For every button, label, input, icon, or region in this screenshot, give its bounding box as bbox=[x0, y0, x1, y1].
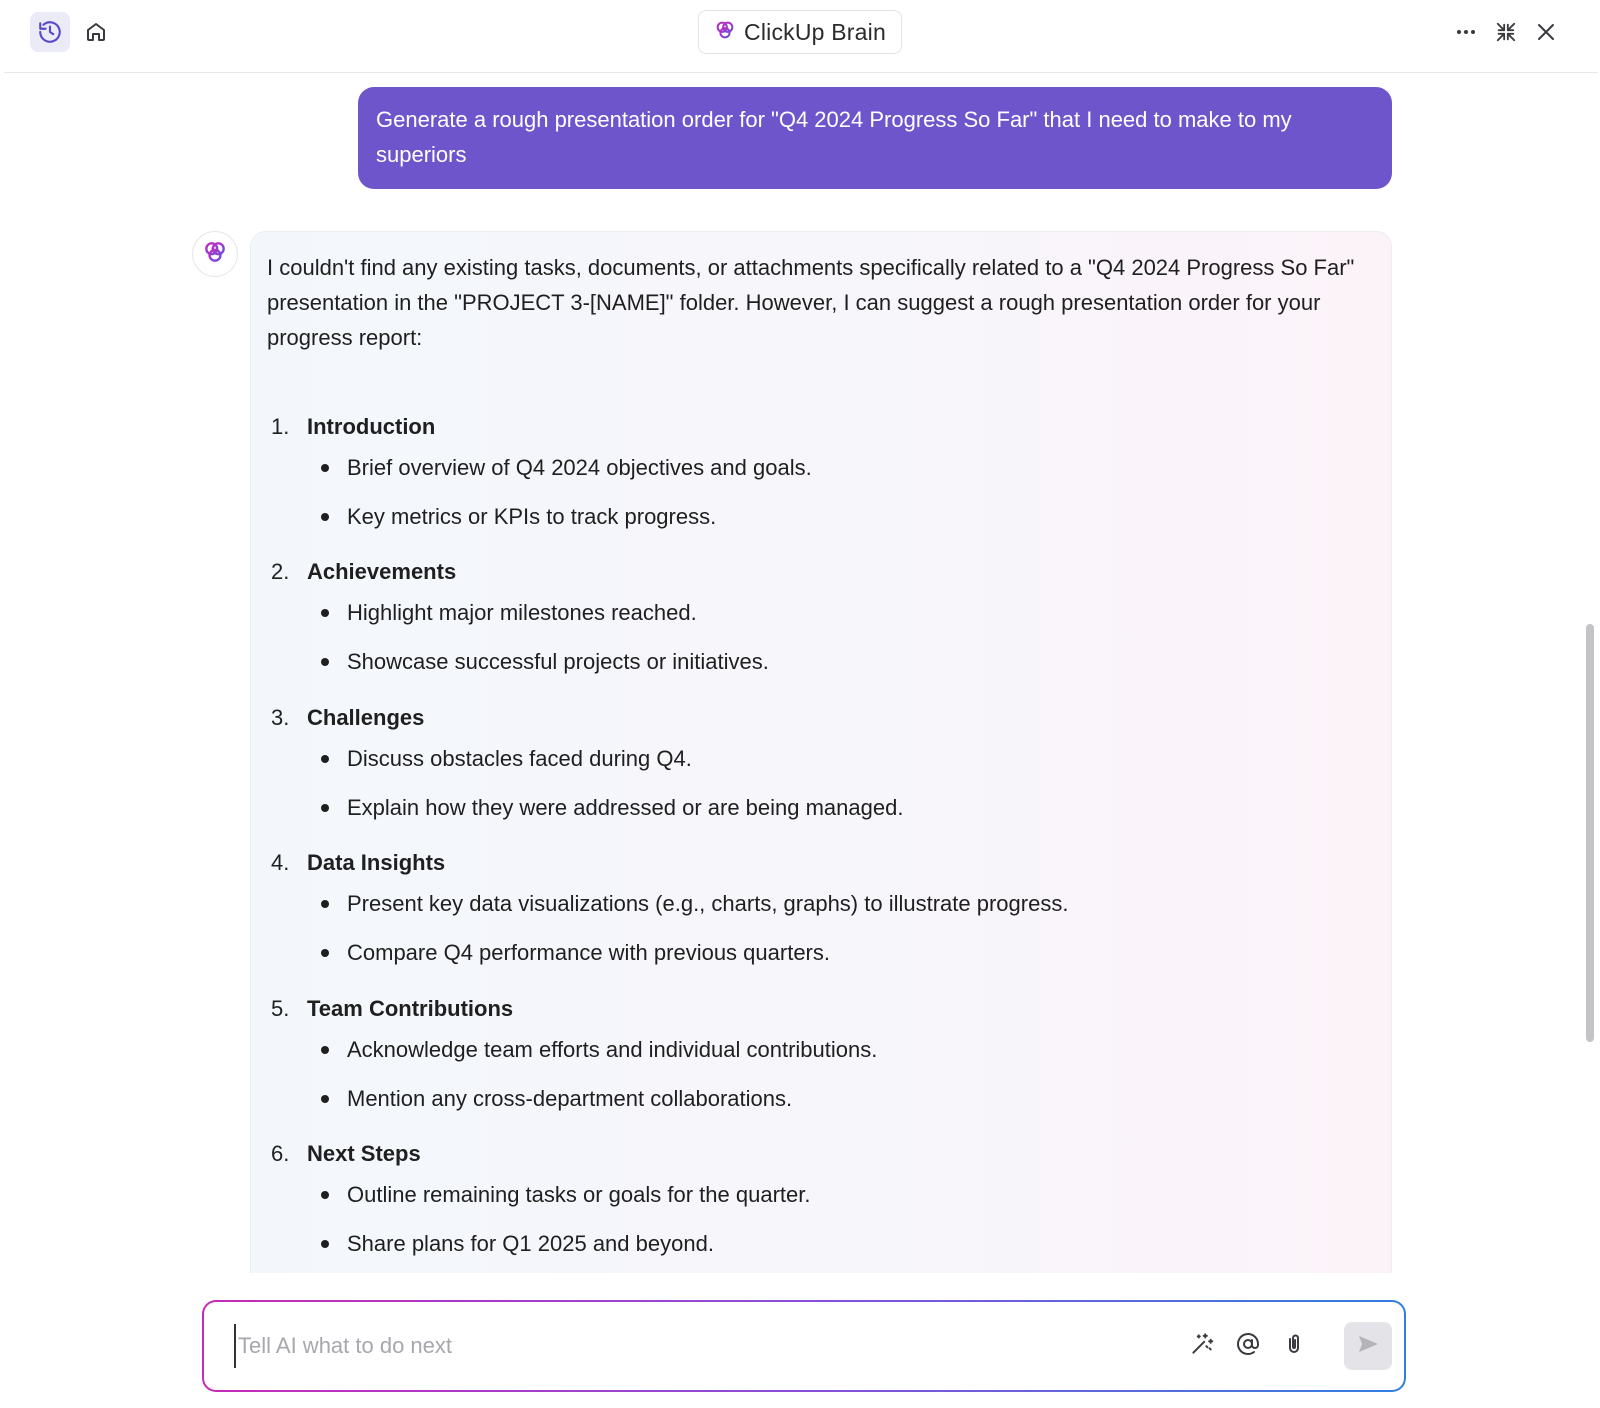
ai-response bbox=[250, 231, 1392, 1273]
history-icon bbox=[37, 19, 63, 45]
close-button[interactable] bbox=[1528, 14, 1564, 50]
bullet-dot bbox=[321, 1046, 329, 1054]
user-message: Generate a rough presentation order for "Q4 2024 Progress So Far" that I need to make to my superiors bbox=[358, 87, 1392, 189]
section-number: 1. bbox=[271, 414, 290, 439]
bullet-dot bbox=[321, 609, 329, 617]
home-icon bbox=[84, 20, 108, 44]
bullet-item: Discuss obstacles faced during Q4. bbox=[347, 746, 692, 771]
section-title: Data Insights bbox=[307, 850, 446, 875]
brain-avatar-icon bbox=[202, 239, 228, 270]
bullet-item: Share plans for Q1 2025 and beyond. bbox=[347, 1231, 714, 1256]
bullet-dot bbox=[321, 1240, 329, 1248]
bullet-item: Key metrics or KPIs to track progress. bbox=[347, 504, 717, 529]
section-title: Next Steps bbox=[307, 1141, 421, 1166]
ai-intro-text: I couldn't find any existing tasks, documents, or attachments specifically related to a "Q4 2024 Progress So Far" presentation in the "PROJECT 3-[NAME]" folder. However, I can suggest a rough presentation order for your progress report: bbox=[267, 255, 1355, 350]
conversation-area[interactable] bbox=[4, 73, 1598, 1273]
ai-avatar bbox=[192, 231, 238, 277]
prompt-input[interactable] bbox=[234, 1324, 1140, 1368]
bullet-dot bbox=[321, 658, 329, 666]
brain-title-pill[interactable] bbox=[698, 10, 902, 54]
collapse-icon bbox=[1495, 21, 1517, 43]
section-number: 2. bbox=[271, 559, 290, 584]
header-bar bbox=[4, 0, 1598, 73]
prompt-composer bbox=[202, 1300, 1406, 1392]
section-title: Team Contributions bbox=[307, 996, 514, 1021]
bullet-item: Mention any cross-department collaborations. bbox=[347, 1086, 793, 1111]
bullet-dot bbox=[321, 949, 329, 957]
magic-wand-icon bbox=[1189, 1331, 1215, 1362]
attach-button[interactable] bbox=[1274, 1324, 1314, 1368]
mention-icon bbox=[1236, 1332, 1260, 1361]
window-title: ClickUp Brain bbox=[744, 18, 886, 45]
bullet-item: Brief overview of Q4 2024 objectives and goals. bbox=[347, 455, 812, 480]
scrollbar-thumb[interactable] bbox=[1586, 624, 1594, 1042]
bullet-dot bbox=[321, 755, 329, 763]
section-number: 6. bbox=[271, 1141, 290, 1166]
section-number: 3. bbox=[271, 705, 290, 730]
section-title: Introduction bbox=[307, 414, 436, 439]
bullet-dot bbox=[321, 900, 329, 908]
bullet-item: Acknowledge team efforts and individual contributions. bbox=[347, 1037, 878, 1062]
brain-logo-icon bbox=[714, 19, 736, 46]
section-number: 5. bbox=[271, 996, 290, 1021]
bullet-item: Showcase successful projects or initiatives. bbox=[347, 649, 769, 674]
section-title: Challenges bbox=[307, 705, 425, 730]
history-button[interactable] bbox=[30, 12, 70, 52]
close-icon bbox=[1534, 20, 1558, 44]
bullet-dot bbox=[321, 513, 329, 521]
bullet-item: Outline remaining tasks or goals for the quarter. bbox=[347, 1182, 811, 1207]
more-options-button[interactable] bbox=[1448, 14, 1484, 50]
section-number: 4. bbox=[271, 850, 290, 875]
collapse-button[interactable] bbox=[1488, 14, 1524, 50]
bullet-dot bbox=[321, 1191, 329, 1199]
bullet-dot bbox=[321, 464, 329, 472]
bullet-item: Highlight major milestones reached. bbox=[347, 600, 697, 625]
bullet-dot bbox=[321, 804, 329, 812]
attachment-icon bbox=[1282, 1332, 1306, 1361]
send-button[interactable] bbox=[1344, 1322, 1392, 1370]
mention-button[interactable] bbox=[1228, 1324, 1268, 1368]
send-icon bbox=[1356, 1332, 1380, 1361]
bullet-item: Present key data visualizations (e.g., charts, graphs) to illustrate progress. bbox=[347, 891, 1069, 916]
more-icon bbox=[1454, 20, 1478, 44]
composer-body bbox=[204, 1302, 1404, 1390]
bullet-item: Compare Q4 performance with previous quarters. bbox=[347, 940, 830, 965]
magic-button[interactable] bbox=[1182, 1324, 1222, 1368]
home-button[interactable] bbox=[76, 12, 116, 52]
clickup-brain-window bbox=[4, 0, 1598, 1408]
bullet-item: Explain how they were addressed or are being managed. bbox=[347, 795, 904, 820]
section-title: Achievements bbox=[307, 559, 457, 584]
bullet-dot bbox=[321, 1095, 329, 1103]
